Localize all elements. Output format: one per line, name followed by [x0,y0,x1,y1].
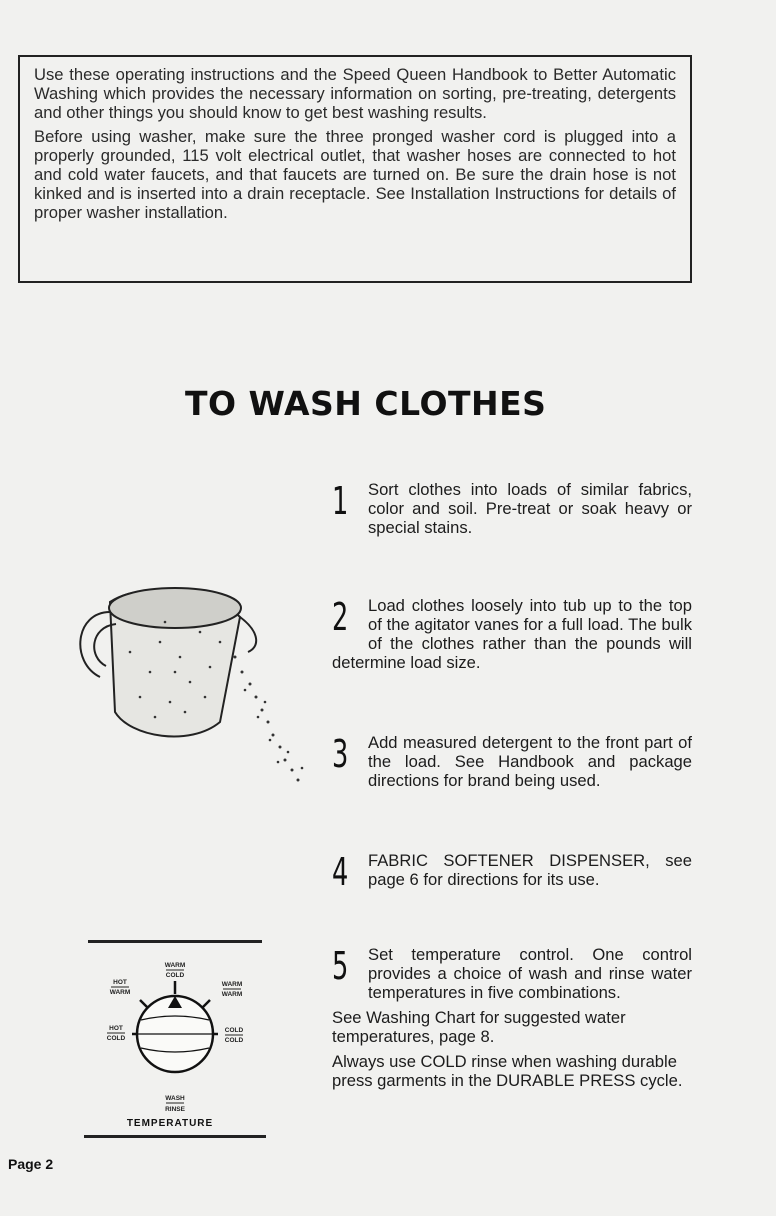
step-1-text: Sort clothes into loads of similar fabrics, color and soil. Pre-treat or soak heavy or special stains. [368,480,692,537]
step-5-chart-note: See Washing Chart for suggested water temperatures, page 8. [332,1008,626,1046]
step-1 [332,480,692,537]
step-5-rinse-note: Always use COLD rinse when washing durable press garments in the DURABLE PRESS cycle. [332,1052,683,1090]
step-2-text: Load clothes loosely into tub up to the top of the agitator vanes for a full load. The bulk of the clothes rather than the pounds will determine load size. [332,596,692,672]
dial-bottom-rule [84,1135,266,1138]
dial-top-rule [88,940,262,943]
intro-paragraph-2: Before using washer, make sure the three pronged washer cord is plugged into a properly grounded, 115 volt electrical outlet, that washer hoses are connected to hot and cold water faucets, and that faucets are turned on. Be sure the drain hose is not kinked and is inserted into a drain receptacle. See Installation Instructions for details of proper washer installation. [34,127,676,222]
dial-label-top-rinse: COLD [165,972,185,979]
step-4-number: 4 [332,850,349,894]
dial-label-lower-right-wash: COLD [224,1027,244,1034]
step-1-number: 1 [332,479,349,523]
dial-label-lower-left-wash: HOT [109,1025,123,1032]
dial-label-upper-left-rinse: WARM [109,989,131,996]
step-3-text: Add measured detergent to the front part of the load. See Handbook and package directions for brand being used. [368,733,692,790]
section-title: TO WASH CLOTHES [185,384,547,423]
step-4 [332,851,692,893]
dial-legend-wash: WASH [165,1095,185,1102]
dial-label-upper-right-rinse: WARM [221,991,243,998]
intro-paragraph-1: Use these operating instructions and the Speed Queen Handbook to Better Automatic Washing which provides the necessary information on sorting, pre-treating, detergents and other things you should know to get best washing results. [34,65,676,122]
step-5 [332,945,692,1096]
intro-box [18,55,692,283]
step-2 [332,596,692,672]
dial-label-upper-right-wash: WARM [221,981,243,988]
dial-knob[interactable] [132,981,218,1072]
step-2-number: 2 [332,595,349,639]
dial-legend-rinse: RINSE [165,1106,185,1113]
detergent-cup-illustration [70,572,330,797]
dial-label-upper-left-wash: HOT [113,979,127,986]
page-number: Page 2 [8,1156,54,1172]
step-5-text: Set temperature control. One control provides a choice of wash and rinse water temperatures in five combinations. [368,945,692,1002]
temperature-dial[interactable] [88,950,262,1118]
step-5-number: 5 [332,944,349,988]
dial-label-top-wash: WARM [164,962,186,969]
dial-label-lower-right-rinse: COLD [224,1037,244,1044]
step-4-text: FABRIC SOFTENER DISPENSER, see page 6 for directions for its use. [368,851,692,889]
dial-title: TEMPERATURE [126,1118,214,1129]
step-3-number: 3 [332,732,349,776]
step-3 [332,733,692,790]
dial-label-lower-left-rinse: COLD [106,1035,126,1042]
